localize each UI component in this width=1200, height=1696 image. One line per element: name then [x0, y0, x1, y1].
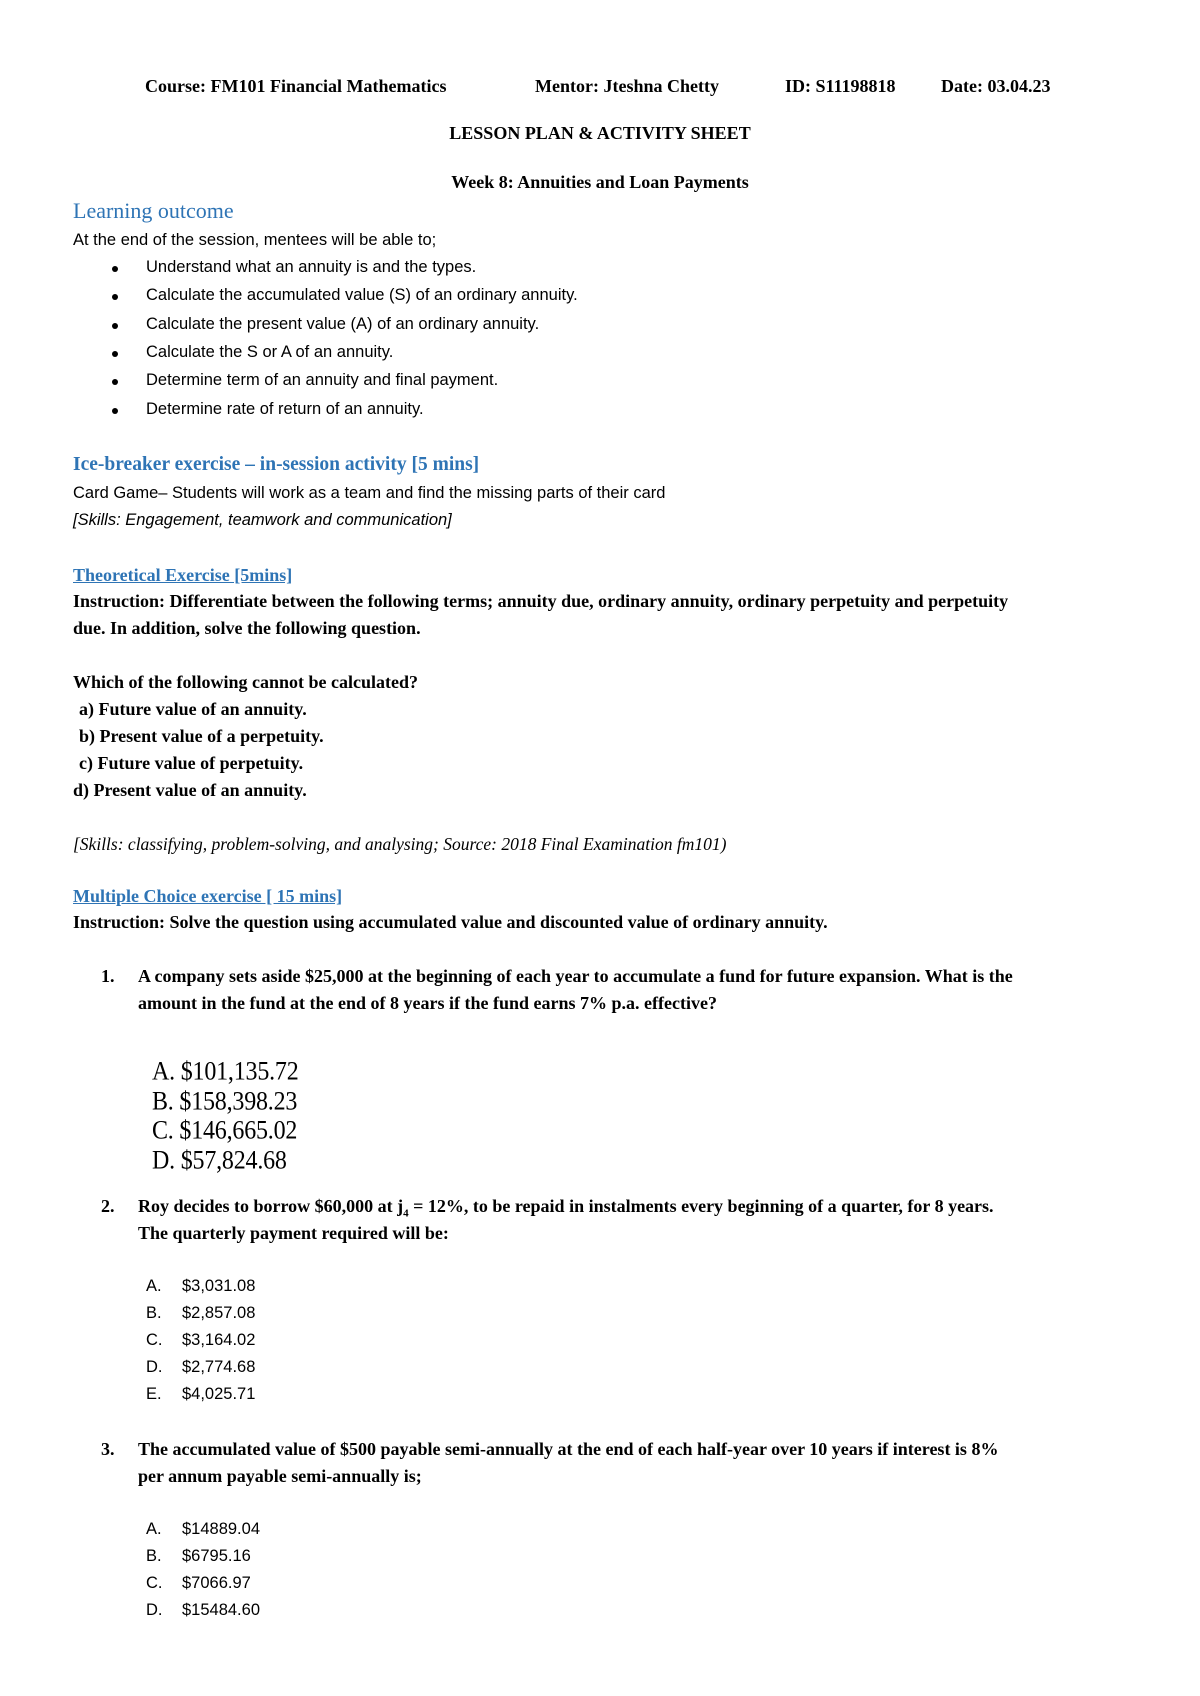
question-text-line1	[138, 1196, 994, 1220]
option-letter: E.	[146, 1385, 162, 1403]
bullet-icon	[112, 266, 118, 272]
document-title: LESSON PLAN & ACTIVITY SHEET	[449, 123, 751, 143]
option-letter: A.	[146, 1277, 162, 1295]
bullet-icon	[112, 379, 118, 385]
learning-intro: At the end of the session, mentees will be able to;	[73, 231, 437, 249]
option-value: $4,025.71	[182, 1385, 256, 1403]
question-text-line2: per annum payable semi-annually is;	[138, 1466, 422, 1486]
bullet-icon	[112, 408, 118, 414]
course-label: Course: FM101 Financial Mathematics	[145, 76, 447, 96]
theoretical-exercise-link[interactable]: Theoretical Exercise [5mins]	[73, 565, 293, 585]
mcq-instruction: Instruction: Solve the question using accumulated value and discounted value of ordinary annuity.	[73, 912, 828, 932]
theoretical-question: Which of the following cannot be calculated?	[73, 672, 418, 692]
question-number: 1.	[101, 966, 115, 986]
theoretical-option: c) Future value of perpetuity.	[79, 753, 304, 773]
bullet-icon	[112, 351, 118, 357]
document-subtitle: Week 8: Annuities and Loan Payments	[451, 172, 749, 192]
list-item: Determine term of an annuity and final payment.	[146, 371, 499, 389]
question-text-line2: amount in the fund at the end of 8 years if the fund earns 7% p.a. effective?	[138, 993, 717, 1013]
option-value: $15484.60	[182, 1601, 260, 1619]
answer-option: B. $158,398.23	[152, 1088, 298, 1117]
list-item: Understand what an annuity is and the types.	[146, 258, 477, 276]
option-letter: C.	[146, 1574, 163, 1592]
mentor-label: Mentor: Jteshna Chetty	[535, 76, 719, 96]
question-text-line1: A company sets aside $25,000 at the beginning of each year to accumulate a fund for future expansion. What is the	[138, 966, 1013, 986]
icebreaker-skills: [Skills: Engagement, teamwork and communication]	[73, 511, 452, 529]
theoretical-option: a) Future value of an annuity.	[79, 699, 307, 719]
list-item: Determine rate of return of an annuity.	[146, 400, 424, 418]
icebreaker-heading: Ice-breaker exercise – in-session activity [5 mins]	[73, 454, 480, 475]
answer-option: C. $146,665.02	[152, 1117, 298, 1146]
answer-option: A. $101,135.72	[152, 1058, 299, 1087]
subscript: 4	[403, 1207, 409, 1220]
list-item: Calculate the accumulated value (S) of an ordinary annuity.	[146, 286, 578, 304]
option-letter: B.	[146, 1547, 162, 1565]
option-value: $2,774.68	[182, 1358, 256, 1376]
date-label: Date: 03.04.23	[941, 76, 1051, 96]
theoretical-instruction-line1: Instruction: Differentiate between the following terms; annuity due, ordinary annuity, ordinary perpetuity and perpetuity	[73, 591, 1009, 611]
option-value: $6795.16	[182, 1547, 251, 1565]
list-item: Calculate the present value (A) of an ordinary annuity.	[146, 315, 540, 333]
option-letter: D.	[146, 1601, 163, 1619]
option-value: $3,164.02	[182, 1331, 256, 1349]
option-letter: C.	[146, 1331, 163, 1349]
list-item: Calculate the S or A of an annuity.	[146, 343, 394, 361]
question-text-line1: The accumulated value of $500 payable semi-annually at the end of each half-year over 10 years if interest is 8%	[138, 1439, 999, 1459]
bullet-icon	[112, 294, 118, 300]
answer-option: D. $57,824.68	[152, 1147, 287, 1176]
student-id-label: ID: S11198818	[785, 76, 896, 96]
question-number: 3.	[101, 1439, 115, 1459]
icebreaker-text: Card Game– Students will work as a team and find the missing parts of their card	[73, 484, 666, 502]
theoretical-option: b) Present value of a perpetuity.	[79, 726, 324, 746]
theoretical-option: d) Present value of an annuity.	[73, 780, 307, 800]
multiple-choice-link[interactable]: Multiple Choice exercise [ 15 mins]	[73, 886, 343, 906]
option-letter: A.	[146, 1520, 162, 1538]
option-value: $14889.04	[182, 1520, 260, 1538]
theoretical-instruction-line2: due. In addition, solve the following question.	[73, 618, 421, 638]
question-text-part: Roy decides to borrow $60,000 at j	[138, 1196, 404, 1216]
question-number: 2.	[101, 1196, 115, 1216]
bullet-icon	[112, 323, 118, 329]
option-letter: D.	[146, 1358, 163, 1376]
question-text-part: = 12%, to be repaid in instalments every beginning of a quarter, for 8 years.	[408, 1196, 994, 1216]
learning-outcome-heading: Learning outcome	[73, 198, 234, 223]
option-value: $3,031.08	[182, 1277, 256, 1295]
option-value: $7066.97	[182, 1574, 251, 1592]
option-letter: B.	[146, 1304, 162, 1322]
theoretical-skills: [Skills: classifying, problem-solving, and analysing; Source: 2018 Final Examination fm101)	[73, 834, 727, 854]
option-value: $2,857.08	[182, 1304, 256, 1322]
question-text-line2: The quarterly payment required will be:	[138, 1223, 449, 1243]
